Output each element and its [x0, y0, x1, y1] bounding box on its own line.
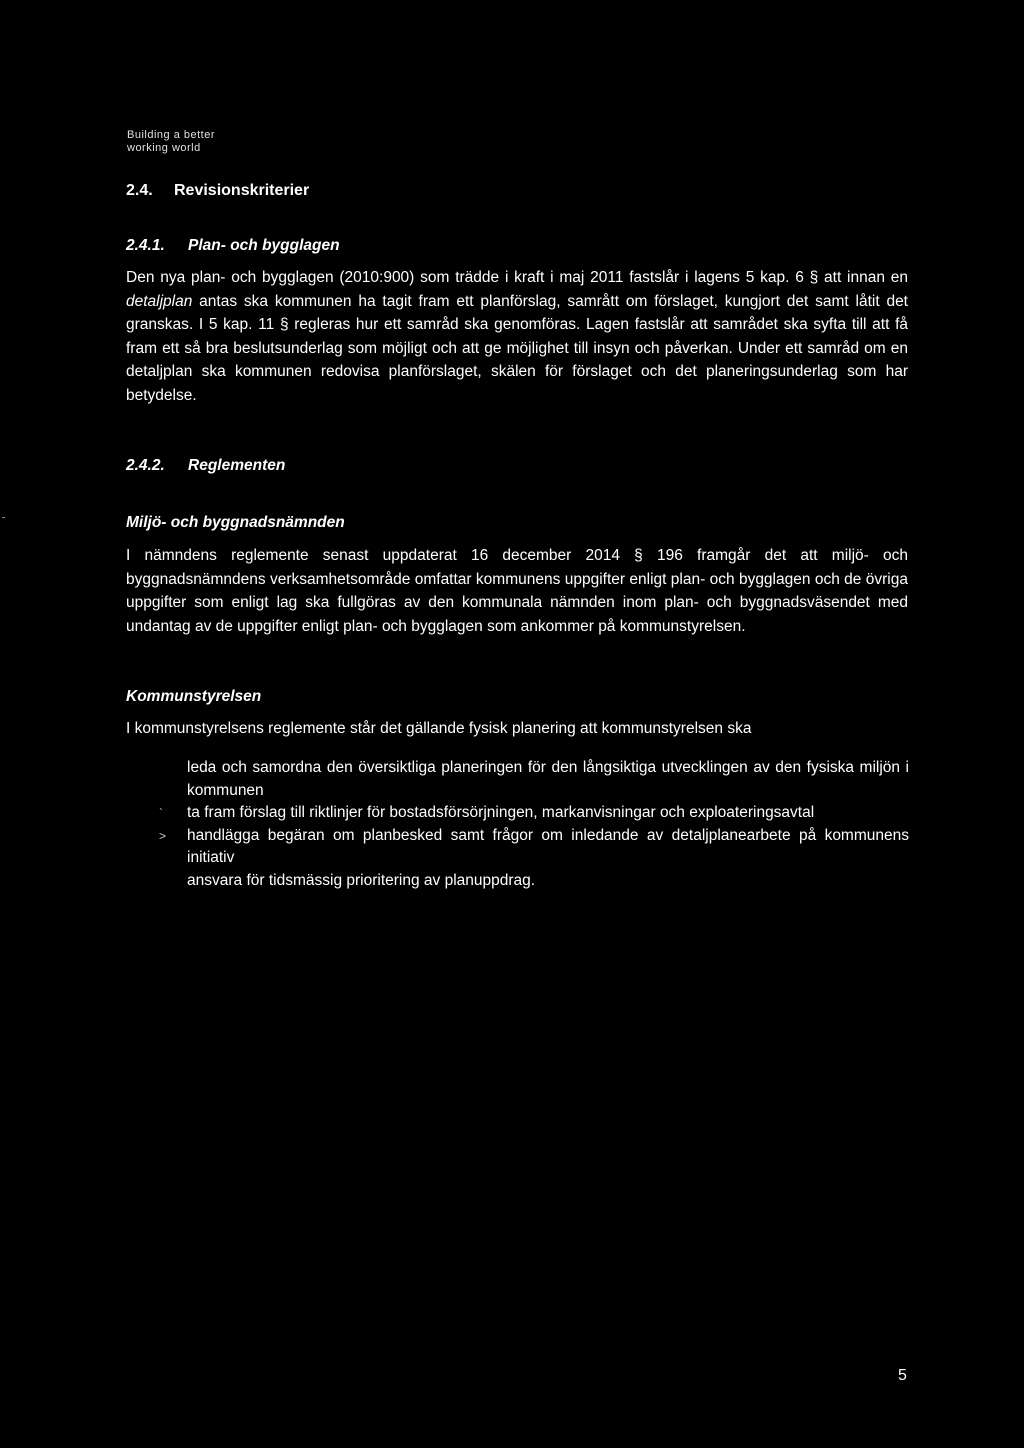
bullet-mark: > — [159, 828, 167, 843]
subsection-heading-2 — [126, 457, 285, 475]
section-title: Revisionskriterier — [174, 182, 310, 199]
emphasized-term: detaljplan — [126, 292, 193, 310]
section-number: 2.4. — [126, 182, 153, 199]
tagline-line-1: Building a better — [127, 129, 215, 141]
ks-intro: I kommunstyrelsens reglemente står det gällande fysisk planering att kommunstyrelsen ska — [126, 720, 752, 737]
subsection-title-1: Plan- och bygglagen — [188, 237, 340, 254]
pbl-paragraph: Den nya plan- och bygglagen (2010:900) som trädde i kraft i maj 2011 fastslår i lagens 5 kap. 6 § att innan en detaljplan antas ska kommunen ha tagit fram ett planförslag, samrått om förslaget, kungjort det samt låtit det granskas. I 5 kap. 11 § regleras hur ett samråd ska genomföras. Lagen fastslår att samrådet ska syfta till att få fram ett så bra beslutsunderlag som möjligt och att ge möjlighet till insyn och påverkan. Under ett samråd om en detaljplan ska kommunen redovisa planförslaget, skälen för förslaget och det planeringsunderlag som har betydelse. — [126, 269, 908, 404]
subsection-number-1: 2.4.1. — [126, 237, 165, 254]
list-item — [159, 802, 909, 825]
scan-edge-mark — [2, 517, 5, 518]
list-item-text: handlägga begäran om planbesked samt frågor om inledande av detaljplanearbete på kommunens initiativ — [187, 826, 909, 866]
section-heading — [126, 182, 309, 200]
list-item-text: ta fram förslag till riktlinjer för bostadsförsörjningen, markanvisningar och exploateringsavtal — [187, 804, 815, 821]
list-item-text: leda och samordna den översiktliga planeringen för den långsiktiga utvecklingen av den fysiska miljön i kommunen — [187, 759, 909, 799]
list-item — [159, 825, 909, 870]
subsection-heading-1 — [126, 237, 340, 255]
ks-heading: Kommunstyrelsen — [126, 688, 262, 705]
list-item-text: ansvara för tidsmässig prioritering av planuppdrag. — [187, 871, 536, 889]
subsection-title-2: Reglementen — [188, 457, 286, 474]
mbn-heading: Miljö- och byggnadsnämnden — [126, 514, 345, 531]
bullet-mark: ` — [159, 806, 163, 820]
tagline-line-2: working world — [127, 142, 201, 154]
list-item — [187, 757, 909, 802]
list-item — [187, 870, 909, 893]
header-tagline — [127, 129, 215, 155]
mbn-paragraph: I nämndens reglemente senast uppdaterat 16 december 2014 § 196 framgår det att miljö- och byggnadsnämndens verksamhetsområde omfattar kommunens uppgifter enligt plan- och bygglagen och de övriga uppgifter som enligt lag ska fullgöras av den kommunala nämnden inom plan- och byggnadsväsendet med undantag av de uppgifter enligt plan- och bygglagen som ankommer på kommunstyrelsen. — [126, 547, 908, 635]
subsection-number-2: 2.4.2. — [126, 457, 165, 474]
ks-task-list — [159, 757, 909, 892]
page-number: 5 — [898, 1367, 907, 1384]
